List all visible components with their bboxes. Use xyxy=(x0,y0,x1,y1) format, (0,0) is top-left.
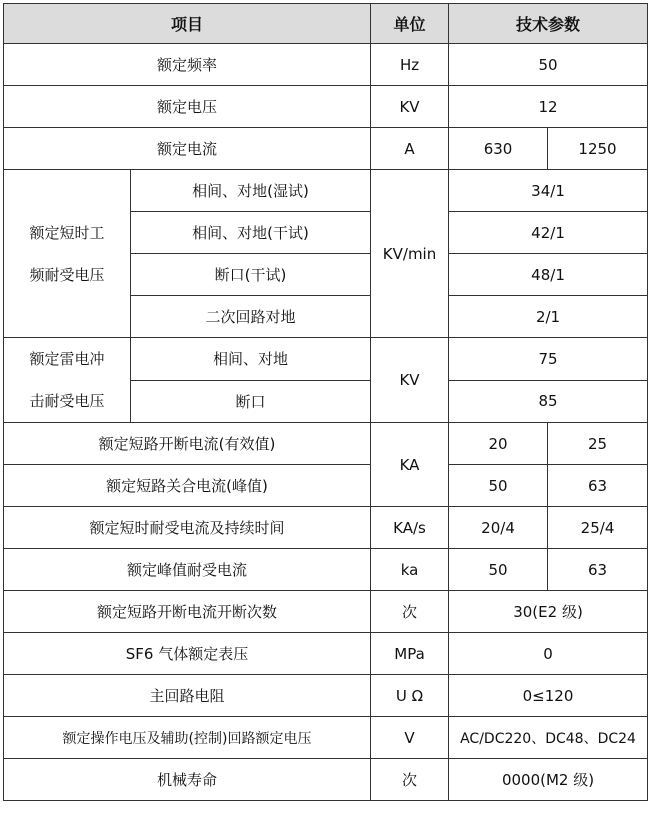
table-row xyxy=(4,633,648,675)
row-label: 主回路电阻 xyxy=(4,675,371,717)
row-value-2: 25/4 xyxy=(548,507,648,549)
header-row xyxy=(4,4,648,44)
header-param: 技术参数 xyxy=(449,4,648,44)
table-row xyxy=(4,128,648,170)
table-row xyxy=(4,170,648,212)
row-value-1: 20/4 xyxy=(449,507,548,549)
row-value-2: 63 xyxy=(548,549,648,591)
row-value-1: 50 xyxy=(449,465,548,507)
row-label: 额定电流 xyxy=(4,128,371,170)
group-label-line: 额定雷电冲 xyxy=(29,350,105,368)
row-unit: U Ω xyxy=(371,675,449,717)
header-unit: 单位 xyxy=(371,4,449,44)
sub-label: 断口 xyxy=(131,380,371,423)
sub-value: 2/1 xyxy=(449,296,648,338)
row-value: 50 xyxy=(449,44,648,86)
sub-label: 相间、对地(干试) xyxy=(131,212,371,254)
row-label: 额定频率 xyxy=(4,44,371,86)
row-value: 30(E2 级) xyxy=(449,591,648,633)
table-row xyxy=(4,717,648,759)
group-label-line: 频耐受电压 xyxy=(29,265,105,284)
spec-table xyxy=(3,3,648,801)
row-unit: KV xyxy=(371,86,449,128)
row-unit: 次 xyxy=(371,759,449,801)
table-row xyxy=(4,423,648,465)
row-value-1: 20 xyxy=(449,423,548,465)
row-value-2: 63 xyxy=(548,465,648,507)
row-value: 0000(M2 级) xyxy=(449,759,648,801)
sub-value: 75 xyxy=(449,338,648,381)
sub-label: 二次回路对地 xyxy=(131,296,371,338)
group-unit: KV/min xyxy=(371,170,449,338)
group-label-line: 额定短时工 xyxy=(29,223,105,242)
row-value: 12 xyxy=(449,86,648,128)
row-label: 额定峰值耐受电流 xyxy=(4,549,371,591)
row-unit: A xyxy=(371,128,449,170)
row-label: 额定短路开断电流(有效值) xyxy=(4,423,371,465)
table-row xyxy=(4,591,648,633)
row-label: 额定电压 xyxy=(4,86,371,128)
group-label-short-time xyxy=(4,170,131,338)
sub-label: 相间、对地(湿试) xyxy=(131,170,371,212)
row-value: AC/DC220、DC48、DC24 xyxy=(449,717,648,759)
table-row xyxy=(4,675,648,717)
table-row xyxy=(4,44,648,86)
row-label: 额定短路关合电流(峰值) xyxy=(4,465,371,507)
row-value: 0≤120 xyxy=(449,675,648,717)
row-value-2: 25 xyxy=(548,423,648,465)
table-row xyxy=(4,507,648,549)
row-unit: KA/s xyxy=(371,507,449,549)
row-value: 0 xyxy=(449,633,648,675)
group-label-line: 击耐受电压 xyxy=(29,392,105,410)
row-label: 额定短时耐受电流及持续时间 xyxy=(4,507,371,549)
group-unit: KV xyxy=(371,338,449,423)
row-label: 额定操作电压及辅助(控制)回路额定电压 xyxy=(4,717,371,759)
row-label: SF6 气体额定表压 xyxy=(4,633,371,675)
table-row xyxy=(4,465,648,507)
row-unit: V xyxy=(371,717,449,759)
row-unit: ka xyxy=(371,549,449,591)
row-value-2: 1250 xyxy=(548,128,648,170)
row-label: 额定短路开断电流开断次数 xyxy=(4,591,371,633)
sub-label: 断口(干试) xyxy=(131,254,371,296)
table-row xyxy=(4,759,648,801)
header-item: 项目 xyxy=(4,4,371,44)
sub-value: 85 xyxy=(449,380,648,423)
row-value-1: 50 xyxy=(449,549,548,591)
row-unit: MPa xyxy=(371,633,449,675)
sub-label: 相间、对地 xyxy=(131,338,371,381)
table-row xyxy=(4,338,648,381)
row-unit: 次 xyxy=(371,591,449,633)
group-label-lightning xyxy=(4,338,131,423)
sub-value: 48/1 xyxy=(449,254,648,296)
row-unit: Hz xyxy=(371,44,449,86)
row-unit: KA xyxy=(371,423,449,507)
sub-value: 34/1 xyxy=(449,170,648,212)
row-value-1: 630 xyxy=(449,128,548,170)
table-row xyxy=(4,86,648,128)
row-label: 机械寿命 xyxy=(4,759,371,801)
table-row xyxy=(4,549,648,591)
sub-value: 42/1 xyxy=(449,212,648,254)
